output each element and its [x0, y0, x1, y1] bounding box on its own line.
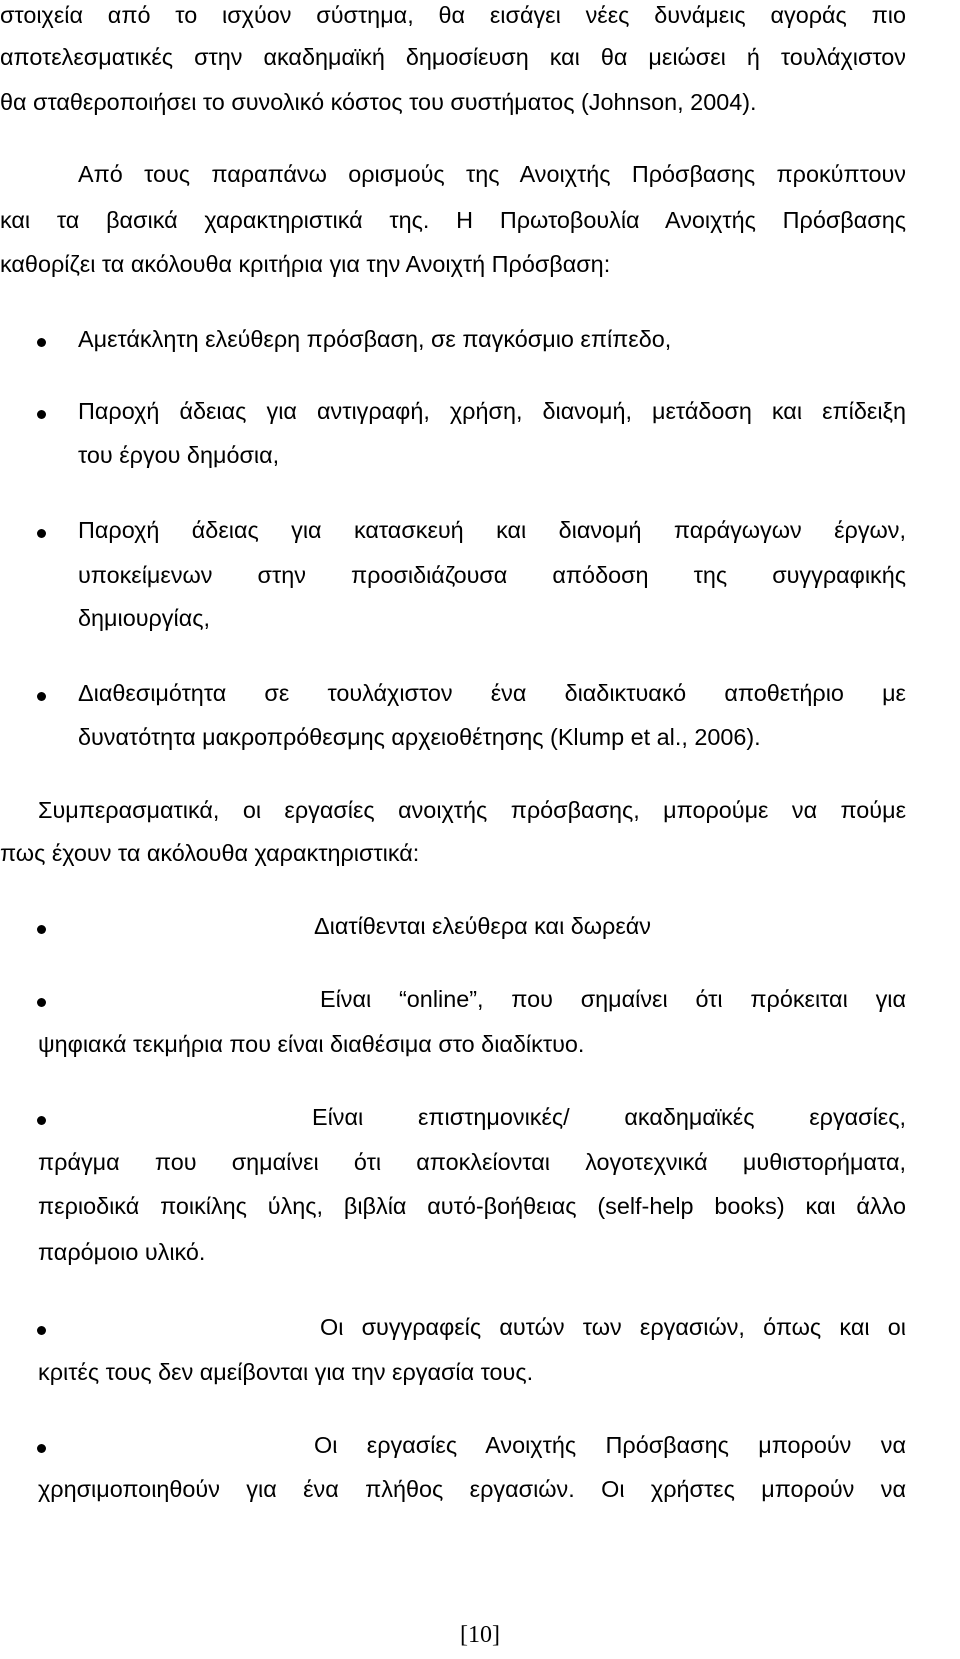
criteria-item-line: υποκείμενων στην προσιδιάζουσα απόδοση της συγγραφικής — [78, 562, 906, 588]
definition-line-3: καθορίζει τα ακόλουθα κριτήρια για την Ανοιχτή Πρόσβαση: — [0, 251, 611, 277]
criteria-item-line: Παροχή άδειας για κατασκευή και διανομή παράγωγων έργων, — [78, 517, 906, 543]
feature-item-line: περιοδικά ποικίλης ύλης, βιβλία αυτό-βοήθειας (self-help books) και άλλο — [38, 1193, 906, 1219]
feature-item-line: ψηφιακά τεκμήρια που είναι διαθέσιμα στο διαδίκτυο. — [38, 1031, 585, 1057]
feature-item-line: χρησιμοποιηθούν για ένα πλήθος εργασιών. Οι χρήστες μπορούν να — [38, 1476, 906, 1502]
feature-item-line: πράγμα που σημαίνει ότι αποκλείονται λογοτεχνικά μυθιστορήματα, — [38, 1149, 906, 1175]
feature-item-line: Οι συγγραφείς αυτών των εργασιών, όπως και οι — [320, 1314, 906, 1340]
conclusion-line-2: πως έχουν τα ακόλουθα χαρακτηριστικά: — [0, 840, 420, 866]
feature-item-line: Οι εργασίες Ανοιχτής Πρόσβασης μπορούν να — [314, 1432, 906, 1458]
criteria-item-line: του έργου δημόσια, — [78, 442, 280, 468]
bullet-icon — [37, 1116, 46, 1125]
bullet-icon — [37, 1326, 46, 1335]
bullet-icon — [37, 1444, 46, 1453]
feature-item-line: παρόμοιο υλικό. — [38, 1239, 206, 1265]
definition-line-1: Από τους παραπάνω ορισμούς της Ανοιχτής Πρόσβασης προκύπτουν — [78, 161, 906, 187]
bullet-icon — [37, 925, 46, 934]
definition-line-2: και τα βασικά χαρακτηριστικά της. Η Πρωτοβουλία Ανοιχτής Πρόσβασης — [0, 207, 906, 233]
feature-item-line: Είναι επιστημονικές/ ακαδημαϊκές εργασίες, — [312, 1104, 906, 1130]
page-number: [10] — [460, 1622, 500, 1648]
feature-item-line: Είναι “online”, που σημαίνει ότι πρόκειται για — [320, 986, 906, 1012]
intro-line-3: θα σταθεροποιήσει το συνολικό κόστος του συστήματος (Johnson, 2004). — [0, 89, 757, 115]
bullet-icon — [37, 529, 46, 538]
conclusion-line-1: Συμπερασματικά, οι εργασίες ανοιχτής πρόσβασης, μπορούμε να πούμε — [38, 797, 906, 823]
feature-item-line: κριτές τους δεν αμείβονται για την εργασία τους. — [38, 1359, 534, 1385]
bullet-icon — [37, 410, 46, 419]
criteria-item-line: δυνατότητα μακροπρόθεσμης αρχειοθέτησης (Klump et al., 2006). — [78, 724, 761, 750]
feature-item-line: Διατίθενται ελεύθερα και δωρεάν — [314, 913, 652, 939]
criteria-item-line: Διαθεσιμότητα σε τουλάχιστον ένα διαδικτυακό αποθετήριο με — [78, 680, 906, 706]
criteria-item-line: δημιουργίας, — [78, 605, 210, 631]
criteria-item-line: Παροχή άδειας για αντιγραφή, χρήση, διανομή, μετάδοση και επίδειξη — [78, 398, 906, 424]
intro-line-1: στοιχεία από το ισχύον σύστημα, θα εισάγει νέες δυνάμεις αγοράς πιο — [0, 2, 906, 28]
criteria-item-line: Αμετάκλητη ελεύθερη πρόσβαση, σε παγκόσμιο επίπεδο, — [78, 326, 672, 352]
intro-line-2: αποτελεσματικές στην ακαδημαϊκή δημοσίευση και θα μειώσει ή τουλάχιστον — [0, 44, 906, 70]
bullet-icon — [37, 998, 46, 1007]
bullet-icon — [37, 692, 46, 701]
bullet-icon — [37, 338, 46, 347]
